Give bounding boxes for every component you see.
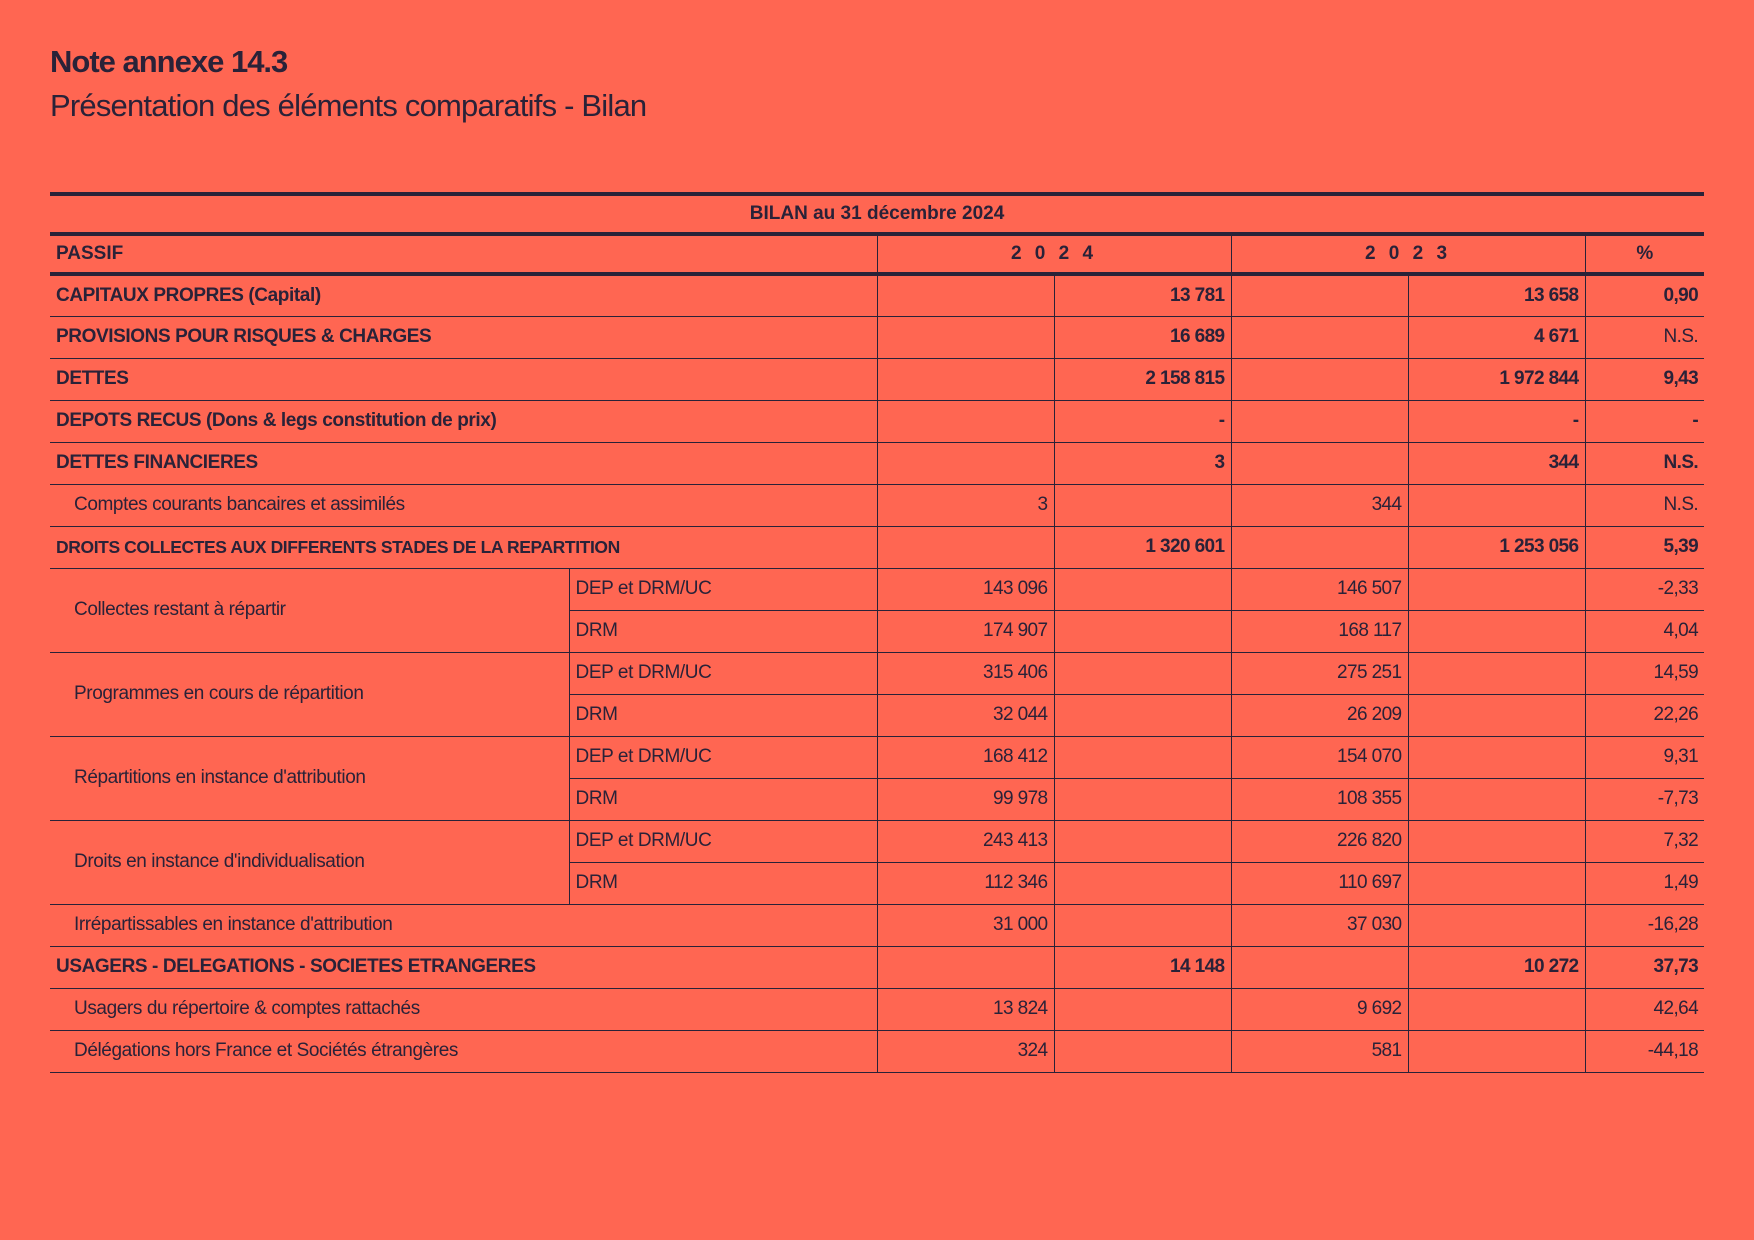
cell-2023-total <box>1408 484 1585 526</box>
cell-2024-detail <box>877 316 1054 358</box>
table-row <box>50 526 1704 568</box>
balance-sheet-table <box>50 192 1704 1073</box>
cell-percent: N.S. <box>1585 442 1704 484</box>
cell-2024-total <box>1054 652 1231 694</box>
row-sublabel: DRM <box>569 778 877 820</box>
cell-percent: -44,18 <box>1585 1030 1704 1072</box>
cell-2023-total <box>1408 568 1585 610</box>
cell-2023-detail: 110 697 <box>1231 862 1408 904</box>
table-row <box>50 400 1704 442</box>
cell-percent: 37,73 <box>1585 946 1704 988</box>
cell-2024-detail: 13 824 <box>877 988 1054 1030</box>
cell-2023-detail: 146 507 <box>1231 568 1408 610</box>
page-subtitle: Présentation des éléments comparatifs - Bilan <box>50 88 647 123</box>
cell-2023-detail: 581 <box>1231 1030 1408 1072</box>
row-sublabel: DRM <box>569 610 877 652</box>
cell-2023-detail <box>1231 946 1408 988</box>
cell-percent: 42,64 <box>1585 988 1704 1030</box>
table-row <box>50 484 1704 526</box>
cell-2024-detail: 243 413 <box>877 820 1054 862</box>
cell-percent: - <box>1585 400 1704 442</box>
cell-percent: 7,32 <box>1585 820 1704 862</box>
cell-2024-detail: 31 000 <box>877 904 1054 946</box>
cell-2024-total <box>1054 778 1231 820</box>
cell-2024-detail: 168 412 <box>877 736 1054 778</box>
cell-2024-detail: 3 <box>877 484 1054 526</box>
cell-2023-total <box>1408 736 1585 778</box>
cell-2023-detail: 9 692 <box>1231 988 1408 1030</box>
cell-percent: 0,90 <box>1585 274 1704 316</box>
table-row <box>50 820 1704 862</box>
cell-2024-total: 1 320 601 <box>1054 526 1231 568</box>
cell-2024-total <box>1054 904 1231 946</box>
cell-2024-detail <box>877 946 1054 988</box>
header-percent: % <box>1585 234 1704 274</box>
cell-2023-detail: 108 355 <box>1231 778 1408 820</box>
cell-2024-detail: 174 907 <box>877 610 1054 652</box>
cell-percent: 1,49 <box>1585 862 1704 904</box>
cell-2023-total: 4 671 <box>1408 316 1585 358</box>
cell-percent: 14,59 <box>1585 652 1704 694</box>
cell-percent: 4,04 <box>1585 610 1704 652</box>
cell-2023-total <box>1408 778 1585 820</box>
row-sublabel: DRM <box>569 694 877 736</box>
table-row <box>50 442 1704 484</box>
cell-2023-total: - <box>1408 400 1585 442</box>
cell-2023-total <box>1408 988 1585 1030</box>
cell-2023-detail <box>1231 316 1408 358</box>
header-year-2023: 2 0 2 3 <box>1231 234 1585 274</box>
cell-2024-total <box>1054 862 1231 904</box>
row-label: USAGERS - DELEGATIONS - SOCIETES ETRANGERES <box>50 946 877 988</box>
table-row <box>50 904 1704 946</box>
cell-2023-total: 13 658 <box>1408 274 1585 316</box>
cell-percent: N.S. <box>1585 316 1704 358</box>
row-label: DROITS COLLECTES AUX DIFFERENTS STADES DE LA REPARTITION <box>50 526 877 568</box>
cell-2023-detail <box>1231 274 1408 316</box>
table-row <box>50 652 1704 694</box>
cell-2024-total: 2 158 815 <box>1054 358 1231 400</box>
row-label: DETTES FINANCIERES <box>50 442 877 484</box>
row-group-label: Répartitions en instance d'attribution <box>50 736 569 820</box>
page-title: Note annexe 14.3 <box>50 44 288 79</box>
row-label: Irrépartissables en instance d'attribution <box>50 904 877 946</box>
cell-percent: -16,28 <box>1585 904 1704 946</box>
table-row <box>50 1030 1704 1072</box>
table-row <box>50 988 1704 1030</box>
table-caption: BILAN au 31 décembre 2024 <box>50 194 1704 234</box>
cell-2023-detail: 37 030 <box>1231 904 1408 946</box>
cell-2024-detail: 143 096 <box>877 568 1054 610</box>
row-sublabel: DEP et DRM/UC <box>569 820 877 862</box>
row-sublabel: DEP et DRM/UC <box>569 736 877 778</box>
cell-2024-total <box>1054 694 1231 736</box>
row-group-label: Collectes restant à répartir <box>50 568 569 652</box>
cell-2023-detail <box>1231 442 1408 484</box>
table-row <box>50 946 1704 988</box>
cell-2024-total <box>1054 736 1231 778</box>
cell-percent: -2,33 <box>1585 568 1704 610</box>
cell-2023-total <box>1408 904 1585 946</box>
cell-percent: N.S. <box>1585 484 1704 526</box>
row-sublabel: DRM <box>569 862 877 904</box>
row-label: DEPOTS RECUS (Dons & legs constitution de prix) <box>50 400 877 442</box>
row-sublabel: DEP et DRM/UC <box>569 568 877 610</box>
cell-2024-detail <box>877 358 1054 400</box>
cell-2023-total <box>1408 862 1585 904</box>
cell-2024-total <box>1054 568 1231 610</box>
cell-2024-total: 3 <box>1054 442 1231 484</box>
cell-2023-detail: 344 <box>1231 484 1408 526</box>
cell-2024-total <box>1054 988 1231 1030</box>
cell-percent: 5,39 <box>1585 526 1704 568</box>
row-sublabel: DEP et DRM/UC <box>569 652 877 694</box>
row-label: CAPITAUX PROPRES (Capital) <box>50 274 877 316</box>
cell-2024-total: 16 689 <box>1054 316 1231 358</box>
cell-2023-total <box>1408 1030 1585 1072</box>
cell-2023-total: 344 <box>1408 442 1585 484</box>
row-label: PROVISIONS POUR RISQUES & CHARGES <box>50 316 877 358</box>
cell-2024-total: 13 781 <box>1054 274 1231 316</box>
cell-percent: -7,73 <box>1585 778 1704 820</box>
row-label: DETTES <box>50 358 877 400</box>
cell-2023-total <box>1408 820 1585 862</box>
cell-2023-detail: 226 820 <box>1231 820 1408 862</box>
cell-2023-detail <box>1231 526 1408 568</box>
cell-2024-detail: 324 <box>877 1030 1054 1072</box>
header-year-2024: 2 0 2 4 <box>877 234 1231 274</box>
table-header-row <box>50 234 1704 274</box>
cell-2023-total: 1 972 844 <box>1408 358 1585 400</box>
row-label: Délégations hors France et Sociétés étrangères <box>50 1030 877 1072</box>
row-label: Usagers du répertoire & comptes rattachés <box>50 988 877 1030</box>
row-group-label: Programmes en cours de répartition <box>50 652 569 736</box>
row-label: Comptes courants bancaires et assimilés <box>50 484 877 526</box>
cell-2023-total <box>1408 694 1585 736</box>
cell-2024-total <box>1054 820 1231 862</box>
cell-2024-total: - <box>1054 400 1231 442</box>
table-row <box>50 568 1704 610</box>
row-group-label: Droits en instance d'individualisation <box>50 820 569 904</box>
cell-2024-total: 14 148 <box>1054 946 1231 988</box>
cell-2024-detail: 315 406 <box>877 652 1054 694</box>
cell-2023-total <box>1408 610 1585 652</box>
cell-2024-total <box>1054 1030 1231 1072</box>
cell-percent: 22,26 <box>1585 694 1704 736</box>
table-row <box>50 358 1704 400</box>
cell-2024-detail: 99 978 <box>877 778 1054 820</box>
cell-percent: 9,43 <box>1585 358 1704 400</box>
table-caption-row <box>50 194 1704 234</box>
cell-2023-detail: 275 251 <box>1231 652 1408 694</box>
cell-2024-detail <box>877 274 1054 316</box>
cell-2024-detail <box>877 442 1054 484</box>
cell-2024-detail <box>877 400 1054 442</box>
cell-2023-detail <box>1231 358 1408 400</box>
cell-2023-detail: 168 117 <box>1231 610 1408 652</box>
cell-2024-detail: 112 346 <box>877 862 1054 904</box>
cell-2023-detail: 154 070 <box>1231 736 1408 778</box>
table-row <box>50 736 1704 778</box>
header-passif: PASSIF <box>50 234 877 274</box>
table-row <box>50 274 1704 316</box>
cell-2024-detail <box>877 526 1054 568</box>
cell-2023-detail: 26 209 <box>1231 694 1408 736</box>
cell-2023-total: 10 272 <box>1408 946 1585 988</box>
cell-2023-total <box>1408 652 1585 694</box>
cell-percent: 9,31 <box>1585 736 1704 778</box>
cell-2024-total <box>1054 610 1231 652</box>
cell-2023-detail <box>1231 400 1408 442</box>
cell-2023-total: 1 253 056 <box>1408 526 1585 568</box>
cell-2024-detail: 32 044 <box>877 694 1054 736</box>
cell-2024-total <box>1054 484 1231 526</box>
table-row <box>50 316 1704 358</box>
